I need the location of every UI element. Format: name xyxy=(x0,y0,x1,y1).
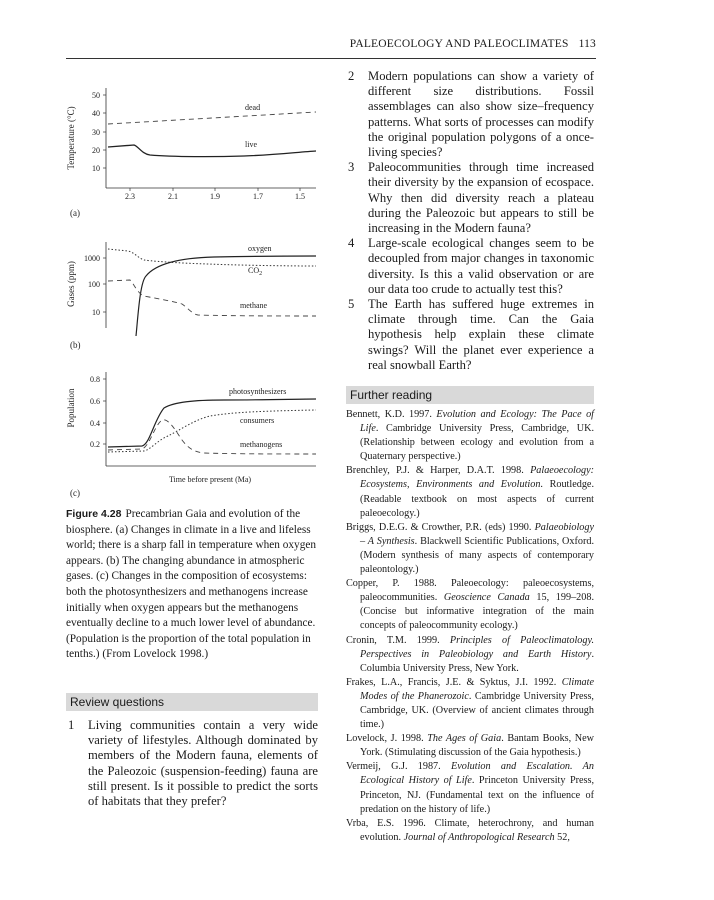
running-header xyxy=(350,38,596,50)
reference-entry xyxy=(346,408,594,464)
header-rule xyxy=(66,58,596,59)
ref-details: . Princeton University Press, Princeton, NJ. (Fundamental text on the influence of predation on the history of life.) xyxy=(360,775,594,815)
figure-caption-text: Precambrian Gaia and evolution of the biosphere. (a) Changes in climate in a live and lifeless world; there is a sharp fall in temperature when oxygen appears. (b) The changing abundance in atmospheric gases. (c) Changes in the composition of ecosystems: both the photosynthesizers and methanogens increase initially when oxygen appears but the methanogens eventually decline to a much lower level of abundance. (Population is the proportion of the total population in tenths.) (From Lovelock 1998.) xyxy=(66,508,317,661)
ref-title: Journal of Anthropological Research xyxy=(403,831,555,843)
panel-c-ylabel: Population xyxy=(66,388,76,428)
reference-entry xyxy=(346,732,594,760)
panel-a-live-line xyxy=(108,145,316,157)
panel-a-ytick: 20 xyxy=(92,146,100,155)
panel-c-photo-label: photosynthesizers xyxy=(229,387,287,396)
panel-b-ytick: 100 xyxy=(88,280,100,289)
panel-a-live-label: live xyxy=(245,140,257,149)
review-question xyxy=(346,160,594,236)
panel-c-xlabel: Time before present (Ma) xyxy=(168,475,252,484)
ref-details: . Bantam Books, New York. (Stimulating discussion of the Gaia hypothesis.) xyxy=(360,733,595,759)
panel-a-dead-line xyxy=(108,112,316,124)
question-number: 3 xyxy=(348,160,355,175)
panel-b-oxygen-label: oxygen xyxy=(248,244,272,253)
panel-a-xtick: 2.3 xyxy=(125,192,135,201)
panel-c-methanogens-label: methanogens xyxy=(240,440,283,449)
ref-details: 15, 199–208. (Concise but informative integration of the main concepts of paleocommunity ecology.) xyxy=(360,592,594,632)
review-question xyxy=(346,69,594,160)
ref-details: . Blackwell Scientific Publications, Oxford. (Modern synthesis of many aspects of contemporary paleontology.) xyxy=(360,535,594,576)
panel-c-methanogens-line xyxy=(108,420,316,454)
panel-c-yticks xyxy=(90,375,106,449)
ref-authors: Copper, P. 1988. Paleoecology: paleoecosystems, paleocommunities. xyxy=(346,578,594,604)
figure-panel-b xyxy=(64,236,324,354)
question-text: Large-scale ecological changes seem to be decoupled from major changes in taxonomic diversity. Is this a valid observation or are our data too crude to actually test this? xyxy=(368,236,594,296)
question-number: 1 xyxy=(68,718,75,732)
panel-c-consumers-label: consumers xyxy=(240,416,275,425)
panel-b-methane-line xyxy=(108,280,316,316)
ref-title: Climate Modes of the Phanerozoic xyxy=(360,676,594,702)
ref-details: 52, xyxy=(554,831,570,843)
ref-authors: Vermeij, G.J. 1987. xyxy=(346,761,451,773)
panel-b-ytick: 1000 xyxy=(84,254,100,263)
panel-b-co2-label xyxy=(248,266,262,277)
panel-a-ytick: 40 xyxy=(92,109,100,118)
ref-title: Geoscience Canada xyxy=(443,592,530,604)
panel-a-label: (a) xyxy=(70,208,80,218)
question-number: 5 xyxy=(348,297,355,312)
panel-a-xticks xyxy=(125,188,305,201)
question-text: Modern populations can show a variety of different size distributions. Fossil assemblages can also show size–frequency patterns. What sorts of processes can modify the original population polygons of a once-living species? xyxy=(368,69,594,160)
panel-a-xtick: 2.1 xyxy=(168,192,178,201)
panel-c-ytick: 0.2 xyxy=(90,440,100,449)
page-number: 113 xyxy=(578,38,596,50)
figure-panel-a xyxy=(64,82,324,222)
reference-entry xyxy=(346,521,594,577)
panel-a-xtick: 1.5 xyxy=(295,192,305,201)
running-title: PALEOECOLOGY AND PALEOCLIMATES xyxy=(349,38,569,50)
question-text: Paleocommunities through time increased their diversity by the expansion of ecospace. Why then did diversity reach a plateau during the Paleozoic but appears to still be increasing in the Modern fauna? xyxy=(368,160,594,236)
review-questions-right xyxy=(346,69,594,373)
ref-title: Evolution and Ecology: The Pace of Life xyxy=(360,409,594,435)
reference-entry xyxy=(346,464,594,520)
ref-title: Palaeoecology: Ecosystems, Environments and Evolution xyxy=(360,465,594,491)
panel-c-ytick: 0.8 xyxy=(90,375,100,384)
panel-a-ytick: 10 xyxy=(92,164,100,173)
panel-b-oxygen-line xyxy=(136,256,316,336)
ref-authors: Frakes, L.A., Francis, J.E. & Syktus, J.I. 1992. xyxy=(346,676,562,688)
ref-title: The Ages of Gaia xyxy=(427,733,502,745)
panel-b-co2-subscript: 2 xyxy=(259,271,263,277)
panel-c-ytick: 0.4 xyxy=(90,419,100,428)
ref-authors: Lovelock, J. 1998. xyxy=(346,733,428,745)
ref-authors: Briggs, D.E.G. & Crowther, P.R. (eds) 1990. xyxy=(346,521,535,533)
reference-entry xyxy=(346,760,594,816)
ref-title: Palaeobiology – A Synthesis xyxy=(360,521,594,547)
panel-a-yticks xyxy=(92,91,106,173)
review-question xyxy=(66,718,318,809)
figure-caption xyxy=(66,507,318,663)
review-questions-heading xyxy=(66,693,318,711)
review-question xyxy=(346,236,594,297)
further-reading-heading xyxy=(346,386,594,404)
panel-b-co2-text: CO xyxy=(248,266,260,275)
figure-caption-label: Figure 4.28 xyxy=(66,508,122,520)
reference-entry xyxy=(346,577,594,633)
ref-authors: Cronin, T.M. 1999. xyxy=(346,634,450,646)
review-questions-title: Review questions xyxy=(70,695,165,709)
panel-a-ytick: 50 xyxy=(92,91,100,100)
panel-a-ytick: 30 xyxy=(92,128,100,137)
panel-c-photosynthesizers-line xyxy=(108,399,316,447)
question-number: 4 xyxy=(348,236,355,251)
panel-a-xtick: 1.9 xyxy=(210,192,220,201)
reference-entry xyxy=(346,676,594,732)
question-text: The Earth has suffered huge extremes in climate through time. Can the Gaia hypothesis help explain these climate swings? Will the planet ever experience a real snowball Earth? xyxy=(368,297,594,372)
reference-entry xyxy=(346,817,594,845)
figure-panel-c xyxy=(64,366,324,500)
question-number: 2 xyxy=(348,69,355,83)
panel-a-ylabel: Temperature (°C) xyxy=(66,106,76,170)
further-reading-list xyxy=(346,408,594,845)
panel-c-label: (c) xyxy=(70,488,80,498)
panel-c-ytick: 0.6 xyxy=(90,397,100,406)
ref-details: . Cambridge University Press, Cambridge, UK. (Relationship between ecology and evolution from a Quaternary perspective.) xyxy=(360,423,594,463)
review-questions-left xyxy=(66,718,318,809)
review-question xyxy=(346,297,594,373)
ref-details: . Cambridge University Press, Cambridge, UK. (Overview of ancient climates through time.) xyxy=(360,690,594,731)
panel-b-label: (b) xyxy=(70,340,81,350)
ref-authors: Vrba, E.S. 1996. Climate, heterochrony, and human evolution. xyxy=(346,817,594,843)
panel-b-yticks xyxy=(84,254,106,317)
further-reading-title: Further reading xyxy=(350,388,433,402)
ref-authors: Bennett, K.D. 1997. xyxy=(346,409,437,420)
ref-authors: Brenchley, P.J. & Harper, D.A.T. 1998. xyxy=(346,465,531,477)
panel-b-methane-label: methane xyxy=(240,301,268,310)
panel-b-ytick: 10 xyxy=(92,308,100,317)
panel-a-xtick: 1.7 xyxy=(253,192,263,201)
ref-details: . Routledge. (Readable textbook on most aspects of current paleoecology.) xyxy=(360,479,594,519)
panel-b-ylabel: Gases (ppm) xyxy=(66,261,76,307)
panel-a-dead-label: dead xyxy=(245,103,261,112)
ref-details: . Columbia University Press, New York. xyxy=(360,648,594,674)
reference-entry xyxy=(346,634,594,676)
ref-title: Principles of Paleoclimatology. Perspectives in Paleobiology and Earth History xyxy=(360,634,594,660)
question-text: Living communities contain a very wide variety of lifestyles. Although dominated by members of the Modern fauna, elements of the Paleozoic (suspension-feeding) fauna are still present. Is it possible to predict the sorts of habitats that they prefer? xyxy=(88,718,318,809)
ref-title: Evolution and Escalation. An Ecological History of Life xyxy=(360,761,594,787)
